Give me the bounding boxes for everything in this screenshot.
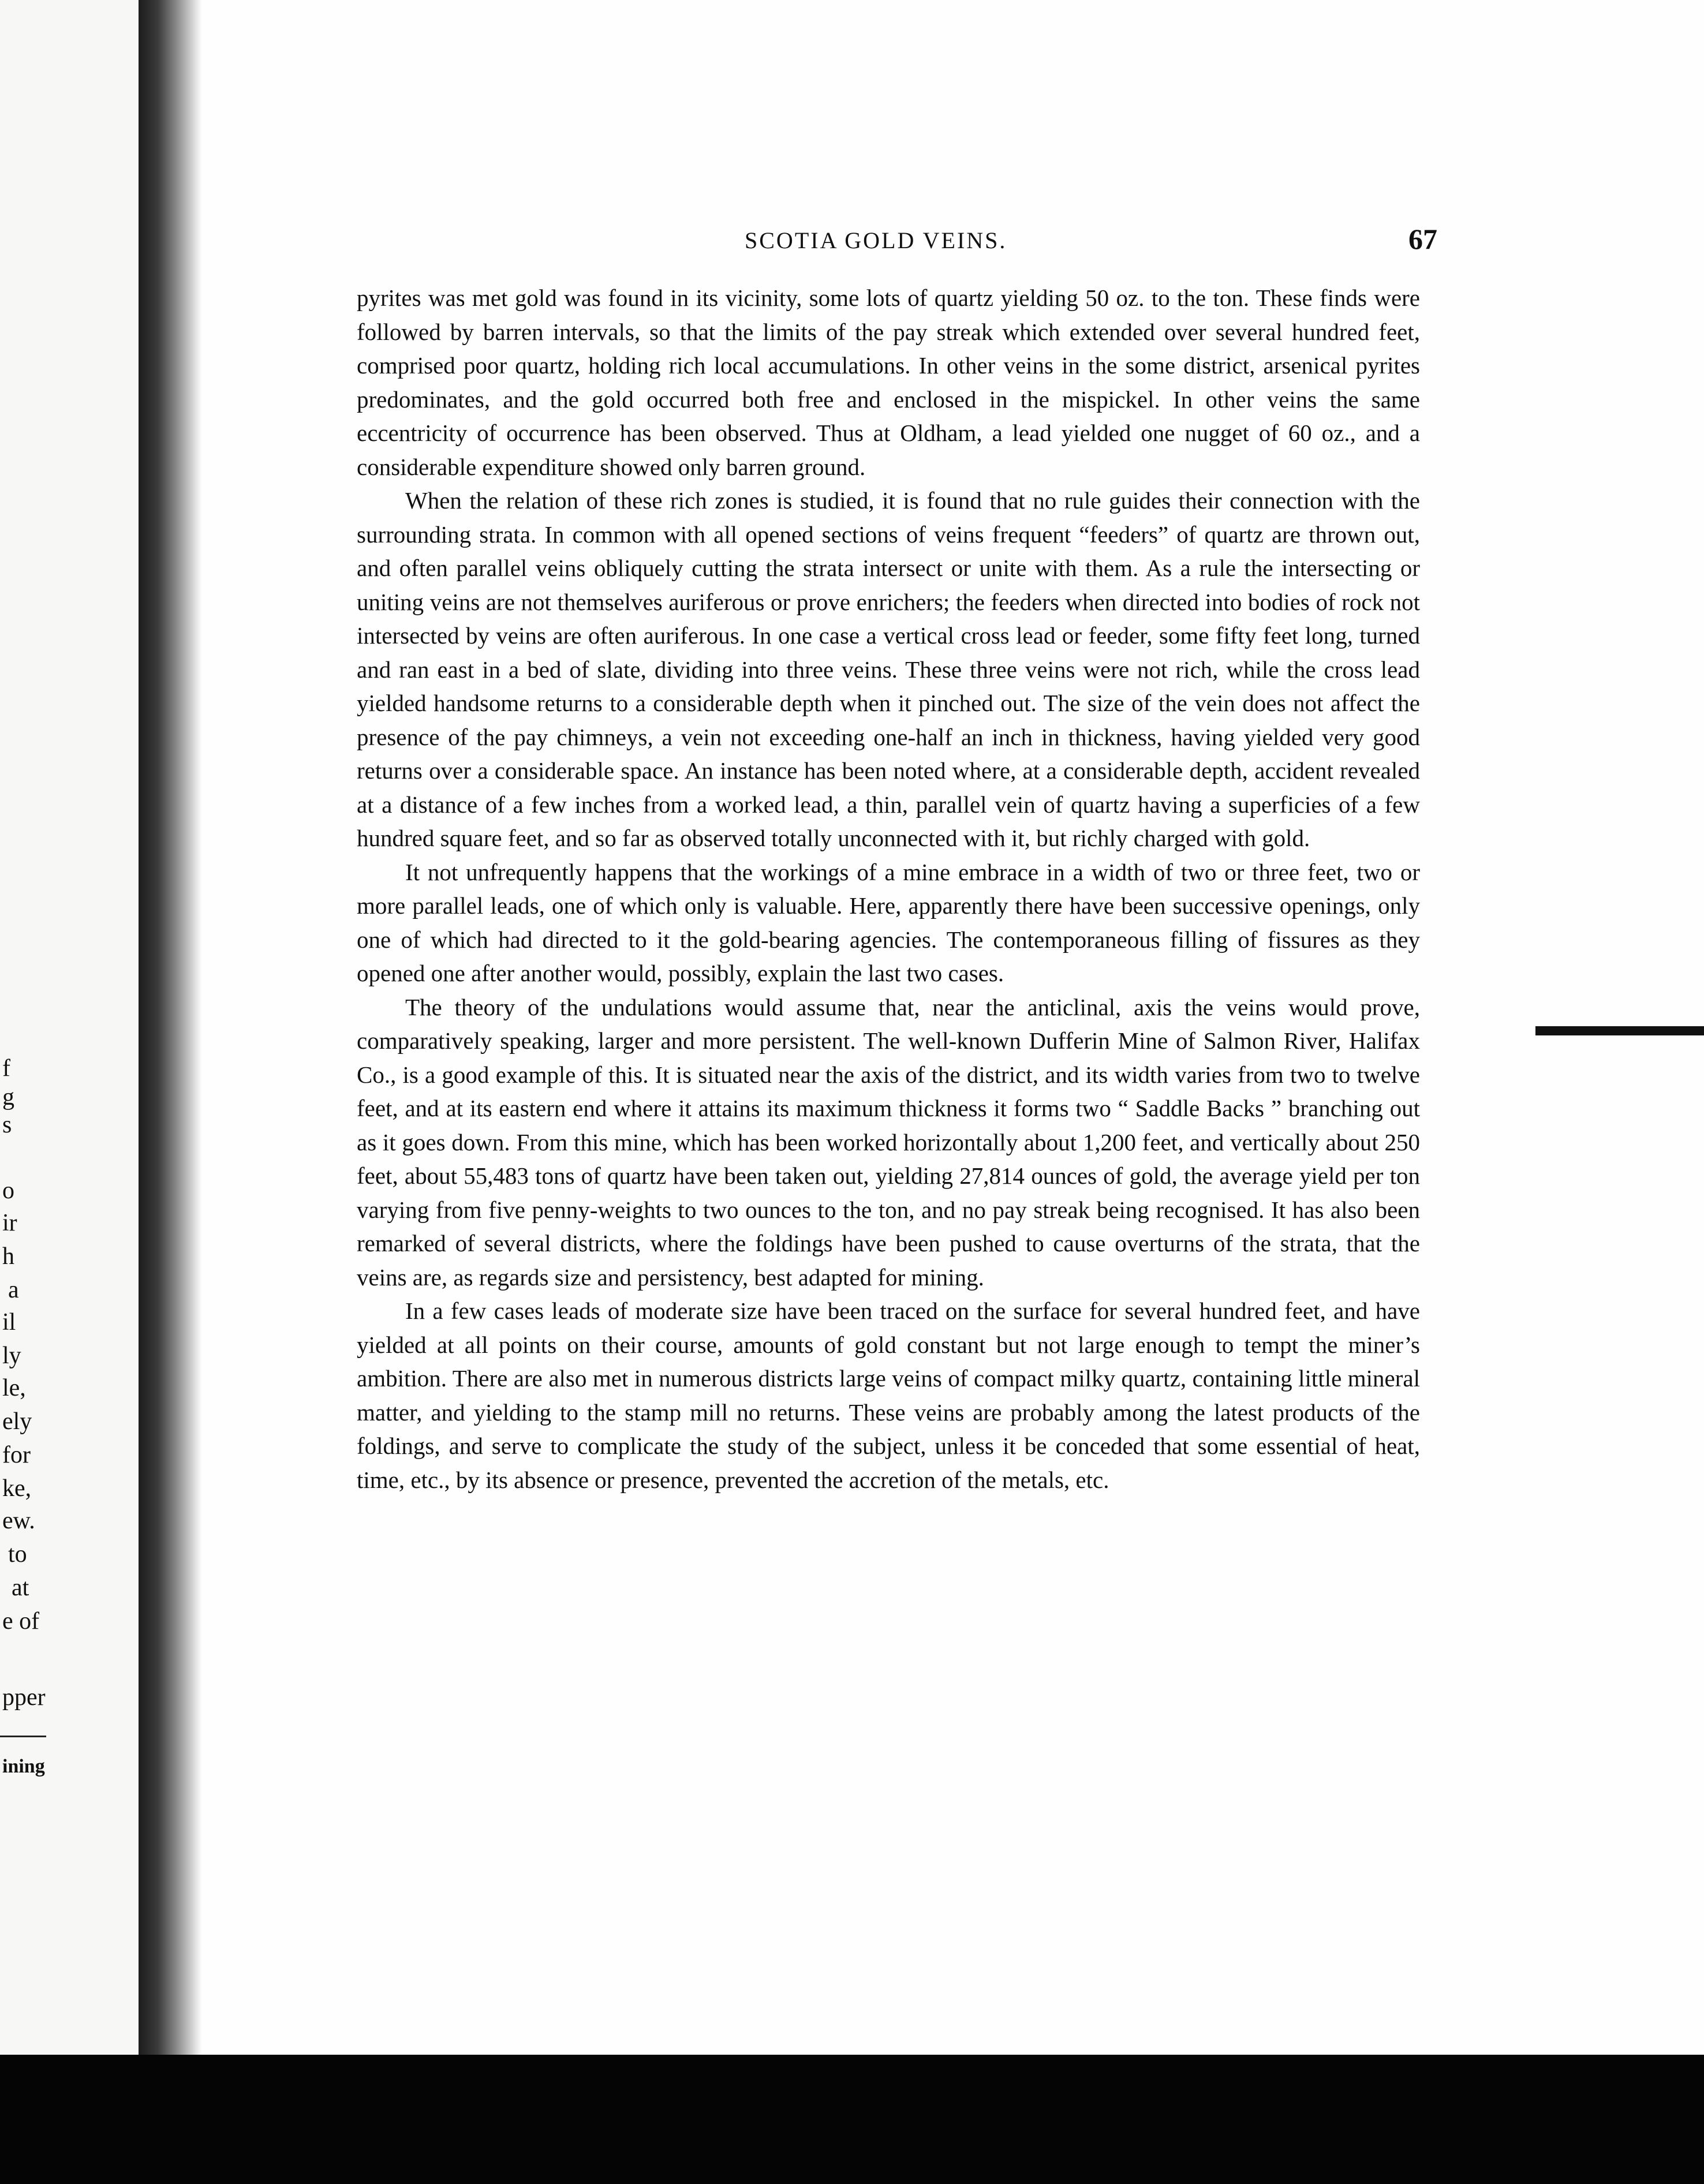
prev-fragment: il (2, 1309, 16, 1336)
prev-fragment: f (2, 1055, 10, 1082)
paragraph: It not unfrequently happens that the workings of a mine embrace in a width of two or three feet, two or more parallel leads, one of which only is valuable. Here, apparently there have been successive openings, only one of which had directed to it the gold-bearing agencies. The contemporaneous filling of fissures as they opened one after another would, possibly, explain the last two cases. (357, 858, 1420, 986)
prev-fragment: ew. (2, 1508, 35, 1534)
prev-fragment: ke, (2, 1475, 32, 1502)
prev-fragment: o (2, 1177, 14, 1204)
prev-fragment: h (2, 1243, 14, 1270)
prev-fragment: ir (2, 1210, 17, 1236)
book-gutter (139, 0, 202, 2184)
prev-fragment: g (2, 1084, 14, 1110)
prev-fragment: s (2, 1112, 12, 1138)
paragraph: When the relation of these rich zones is studied, it is found that no rule guides their connection with the surrounding strata. In common with all opened sections of veins frequent “feeders” of quartz are thrown out, and often parallel veins obliquely cutting the strata intersect or unite with them. As a rule the intersecting or uniting veins are not themselves auriferous or prove enrichers; the feeders when directed into bodies of rock not intersected by veins are often auriferous. In one case a vertical cross lead or feeder, some fifty feet long, turned and ran east in a bed of slate, dividing into three veins. These three veins were not rich, while the cross lead yielded handsome returns to a considerable depth when it pinched out. The size of the vein does not affect the presence of the pay chimneys, a vein not exceeding one-half an inch in thickness, having yielded very good returns over a considerable space. An instance has been noted where, at a considerable depth, accident revealed at a distance of a few inches from a worked lead, a thin, parallel vein of quartz having a superficies of a few hundred square feet, and so far as observed totally unconnected with it, but richly charged with gold. (357, 487, 1420, 851)
prev-fragment: to (8, 1541, 27, 1568)
prev-fragment: e of (2, 1608, 40, 1635)
page-number: 67 (1408, 223, 1437, 255)
prev-fragment: ly (2, 1342, 21, 1369)
page-header (745, 222, 1437, 268)
prev-fragment: a (8, 1277, 19, 1303)
prev-fragment: ining (2, 1756, 45, 1777)
page-fold-mark (1535, 1026, 1704, 1035)
scanner-background (0, 2055, 1704, 2184)
prev-fragment: for (2, 1442, 31, 1468)
prev-fragment: le, (2, 1375, 26, 1401)
paragraph: The theory of the undulations would assume that, near the anticlinal, axis the veins would prove, comparatively speaking, larger and more persistent. The well-known Dufferin Mine of Salmon River, Halifax Co., is a good example of this. It is situated near the axis of the district, and its width varies from two to twelve feet, and at its eastern end where it attains its maximum thickness it forms two “ Saddle Backs ” branching out as it goes down. From this mine, which has been worked horizontally about 1,200 feet, and vertically about 250 feet, about 55,483 tons of quartz have been taken out, yielding 27,814 ounces of gold, the average yield per ton varying from five penny-weights to two ounces to the ton, and no pay streak being recognised. It has also been remarked of several districts, where the foldings have been pushed to cause overturns of the strata, that the veins are, as regards size and persistency, best adapted for mining. (357, 993, 1420, 1291)
paragraph: pyrites was met gold was found in its vicinity, some lots of quartz yielding 50 oz. to the ton. These finds were followed by barren intervals, so that the limits of the pay streak which extended over several hundred feet, comprised poor quartz, holding rich local accumulations. In other veins in the some district, arsenical pyrites predominates, and the gold occurred both free and enclosed in the mispickel. In other veins the same eccentricity of occurrence has been observed. Thus at Oldham, a lead yielded one nugget of 60 oz., and a considerable expenditure showed only barren ground. (357, 285, 1420, 480)
prev-fragment: at (12, 1575, 29, 1601)
paragraph: In a few cases leads of moderate size have been traced on the surface for several hundred feet, and have yielded at all points on their course, amounts of gold constant but not large enough to tempt the miner’s ambition. There are also met in numerous districts large veins of compact milky quartz, containing little mineral matter, and yielding to the stamp mill no returns. These veins are probably among the latest products of the foldings, and serve to complicate the study of the subject, unless it be conceded that some essential of heat, time, etc., by its absence or presence, prevented the accretion of the metals, etc. (357, 1297, 1420, 1493)
body-text (357, 281, 1420, 1497)
prev-fragment: ely (2, 1408, 32, 1435)
running-head: SCOTIA GOLD VEINS. (745, 227, 1007, 253)
previous-page-rule (0, 1736, 46, 1737)
prev-fragment: pper (2, 1684, 46, 1711)
